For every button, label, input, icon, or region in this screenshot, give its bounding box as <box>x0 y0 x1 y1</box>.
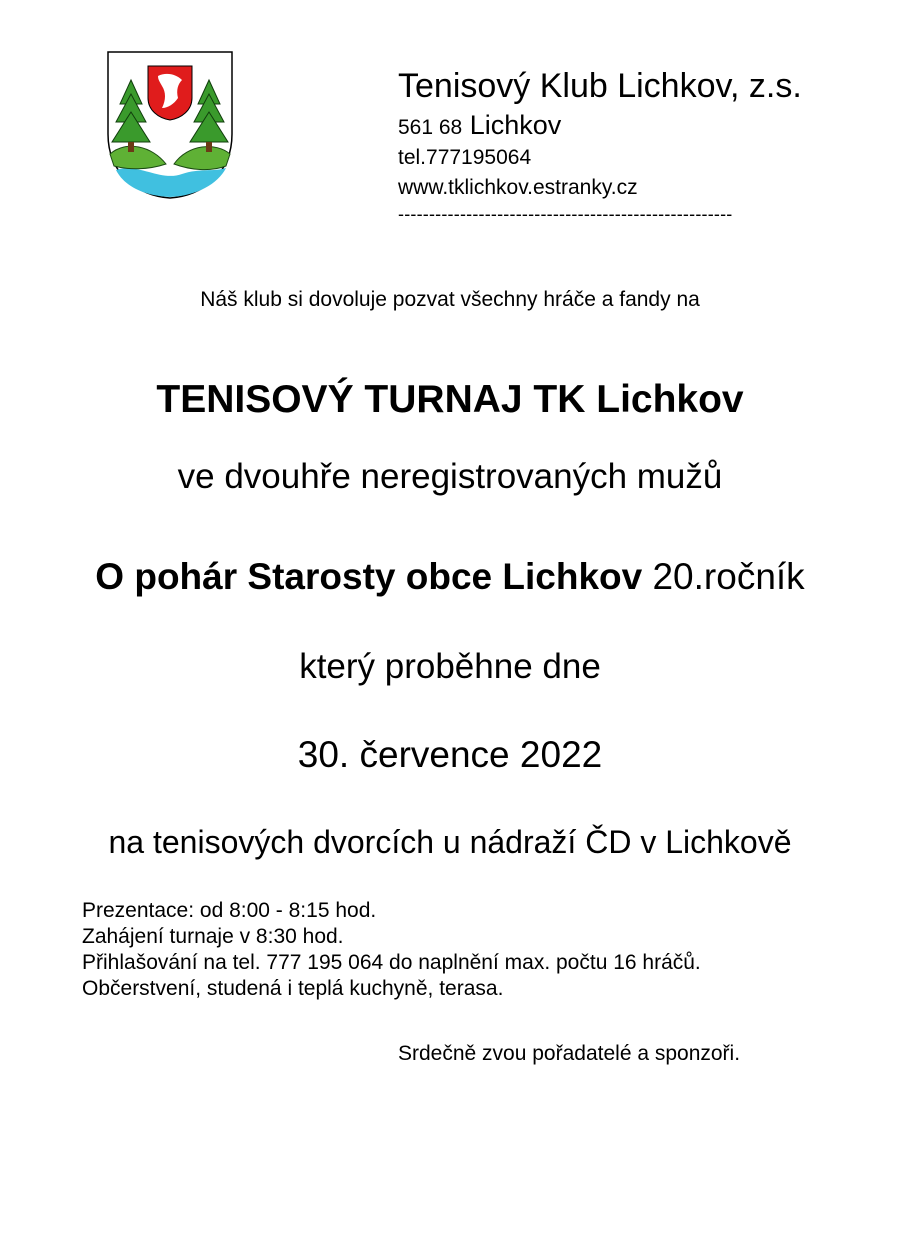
club-name: Tenisový Klub Lichkov, z.s. <box>398 67 802 105</box>
details-list <box>82 898 701 1002</box>
tournament-title: TENISOVÝ TURNAJ TK Lichkov <box>156 378 744 421</box>
tournament-venue: na tenisových dvorcích u nádraží ČD v Lichkově <box>108 824 792 860</box>
cup-name: O pohár Starosty obce Lichkov <box>95 556 643 597</box>
cup-line <box>0 556 900 598</box>
coat-of-arms-logo <box>104 50 236 200</box>
club-phone: tel.777195064 <box>398 146 532 169</box>
cup-edition: 20.ročník <box>652 556 805 597</box>
club-header <box>398 64 868 203</box>
header-divider: ------------------------------------------------------ <box>398 204 733 224</box>
invitation-line: Náš klub si dovoluje pozvat všechny hráče a fandy na <box>200 288 700 311</box>
detail-start-time: Zahájení turnaje v 8:30 hod. <box>82 925 344 948</box>
club-address <box>398 110 868 143</box>
tournament-date: 30. července 2022 <box>297 734 603 775</box>
closing-signature: Srdečně zvou pořadatelé a sponzoři. <box>398 1042 741 1065</box>
town-name: Lichkov <box>469 110 562 140</box>
detail-registration-time: Prezentace: od 8:00 - 8:15 hod. <box>82 899 377 922</box>
detail-signup: Přihlašování na tel. 777 195 064 do naplnění max. počtu 16 hráčů. <box>82 951 701 974</box>
detail-refreshments: Občerstvení, studená i teplá kuchyně, terasa. <box>82 977 504 1000</box>
club-website: www.tklichkov.estranky.cz <box>398 176 638 199</box>
zip-code: 561 68 <box>398 116 463 139</box>
tournament-category: ve dvouhře neregistrovaných mužů <box>177 457 723 496</box>
held-on-label: který proběhne dne <box>299 647 601 686</box>
